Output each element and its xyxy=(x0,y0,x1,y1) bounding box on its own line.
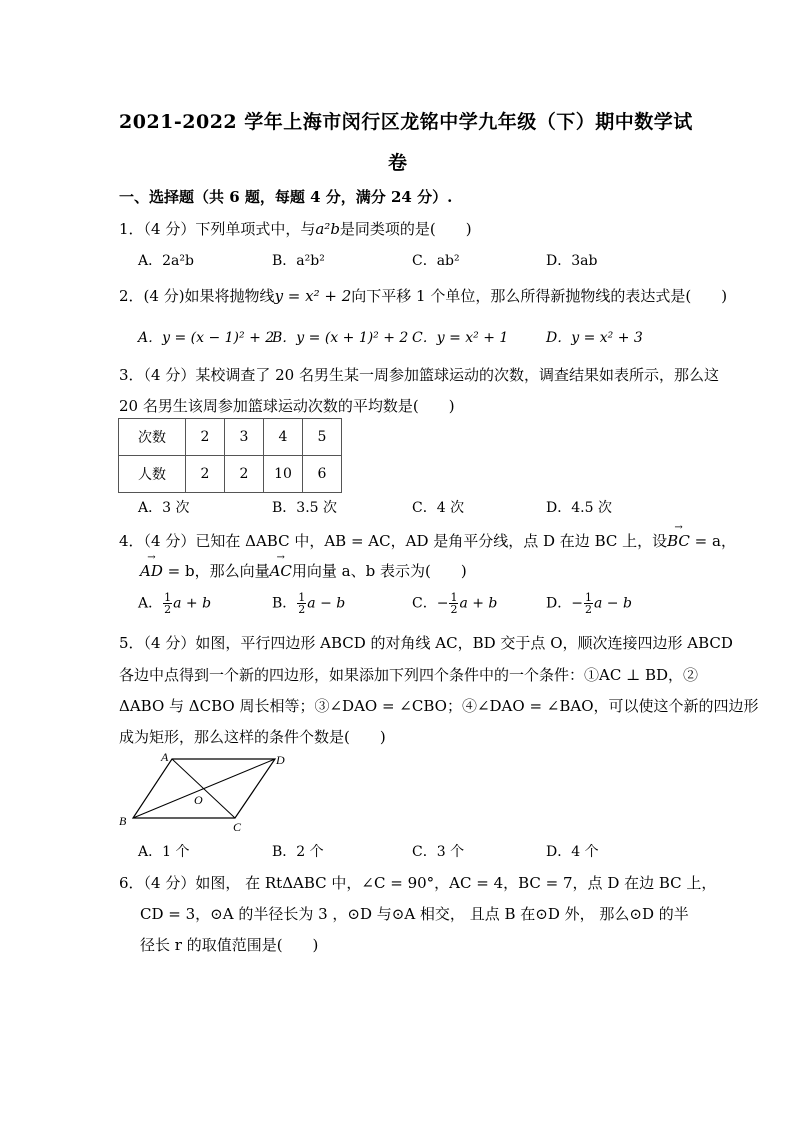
question-4-option-c xyxy=(412,592,497,615)
option-sign: − xyxy=(436,595,449,612)
question-5-option-d: D．4 个 xyxy=(546,844,599,860)
table-cell: 2 xyxy=(225,456,264,493)
question-3-line1: 3．（4 分）某校调查了 20 名男生某一周参加篮球运动的次数，调查结果如表所示，那么这 xyxy=(119,366,719,384)
parallelogram-figure xyxy=(115,752,295,837)
option-expr: a + b xyxy=(459,595,498,612)
vector-bc: → BC xyxy=(667,532,690,550)
label-d: D xyxy=(276,753,285,767)
question-1-option-d: D．3ab xyxy=(546,253,598,269)
fraction-denominator: 2 xyxy=(164,603,172,616)
table-cell: 10 xyxy=(264,456,303,493)
table-cell: 次数 xyxy=(119,419,186,456)
question-3-option-c: C．4 次 xyxy=(412,500,465,516)
document-title-line2: 卷 xyxy=(388,152,408,174)
question-2-option-c: C．y = x² + 1 xyxy=(412,330,509,346)
diagonal-bd xyxy=(133,759,275,818)
question-5-line4: 成为矩形，那么这样的条件个数是( ) xyxy=(119,728,386,746)
question-6-line2: CD = 3，⊙A 的半径长为 3 ，⊙D 与⊙A 相交， 且点 B 在⊙D 外， 那么⊙D 的半 xyxy=(140,905,689,923)
fraction xyxy=(297,592,306,615)
question-2-text-b: 向下平移 1 个单位，那么所得新抛物线的表达式是( ) xyxy=(351,287,728,305)
question-6-line1: 6．（4 分）如图， 在 RtΔABC 中，∠C = 90°，AC = 4，BC = 7，点 D 在边 BC 上， xyxy=(119,874,717,892)
label-b: B xyxy=(119,814,127,828)
question-4-line1-b: = a， xyxy=(689,532,736,550)
question-4-line2-a: = b，那么向量 xyxy=(162,562,270,580)
question-1-option-b: B．a²b² xyxy=(272,253,325,269)
option-label: C． xyxy=(412,595,437,612)
fraction-denominator: 2 xyxy=(584,603,592,616)
option-label: A． xyxy=(138,595,163,612)
question-5-option-c: C．3 个 xyxy=(412,844,465,860)
section-heading: 一、选择题（共 6 题，每题 4 分，满分 24 分）. xyxy=(119,188,453,206)
fraction-numerator: 1 xyxy=(450,591,458,604)
question-3-option-d: D．4.5 次 xyxy=(546,500,612,516)
table-cell: 2 xyxy=(186,456,225,493)
option-sign: − xyxy=(571,595,583,612)
question-2 xyxy=(119,285,727,306)
question-2-text-a: 2．(4 分)如果将抛物线 xyxy=(119,287,275,305)
question-1-text-b: 是同类项的是( ) xyxy=(339,220,472,238)
question-4-line1 xyxy=(119,530,736,551)
option-expr: a + b xyxy=(173,595,212,612)
question-4-line1-a: 4．（4 分）已知在 ΔABC 中，AB = AC，AD 是角平分线，点 D 在边 BC 上，设 xyxy=(119,532,668,550)
table-cell: 人数 xyxy=(119,456,186,493)
table-cell: 2 xyxy=(186,419,225,456)
fraction-numerator: 1 xyxy=(298,591,306,604)
fraction xyxy=(163,592,172,615)
fraction-denominator: 2 xyxy=(298,603,306,616)
table-row xyxy=(119,419,342,456)
question-4-line2-b: 用向量 a、b 表示为( ) xyxy=(291,562,467,580)
question-5-line1: 5．（4 分）如图，平行四边形 ABCD 的对角线 AC，BD 交于点 O，顺次连接四边形 ABCD xyxy=(119,634,733,652)
question-2-option-d: D．y = x² + 3 xyxy=(546,330,643,346)
question-1-expr: a²b xyxy=(315,220,340,238)
question-5-option-a: A．1 个 xyxy=(138,844,190,860)
table-cell: 3 xyxy=(225,419,264,456)
table-row xyxy=(119,456,342,493)
question-1 xyxy=(119,218,472,239)
question-4-option-b xyxy=(272,592,345,615)
question-6-line3: 径长 r 的取值范围是( ) xyxy=(140,936,319,954)
label-o: O xyxy=(194,793,203,807)
question-3-table xyxy=(118,418,342,493)
vector-ad: → AD xyxy=(140,562,163,580)
question-4-option-d xyxy=(546,592,632,615)
document-title-line1: 2021-2022 学年上海市闵行区龙铭中学九年级（下）期中数学试 xyxy=(119,111,693,133)
question-4-option-a xyxy=(138,592,211,615)
label-c: C xyxy=(233,820,242,834)
label-a: A xyxy=(161,752,169,764)
vector-ac: → AC xyxy=(270,562,292,580)
fraction-numerator: 1 xyxy=(164,591,172,604)
question-3-option-b: B．3.5 次 xyxy=(272,500,338,516)
question-2-expr: y = x² + 2 xyxy=(274,287,352,305)
fraction xyxy=(584,592,593,615)
table-cell: 6 xyxy=(303,456,342,493)
option-label: D． xyxy=(546,595,572,612)
fraction-denominator: 2 xyxy=(450,603,458,616)
question-1-option-a: A．2a²b xyxy=(138,253,194,269)
option-label: B． xyxy=(272,595,297,612)
table-cell: 4 xyxy=(264,419,303,456)
question-5-option-b: B．2 个 xyxy=(272,844,324,860)
table-cell: 5 xyxy=(303,419,342,456)
question-2-option-b: B．y = (x + 1)² + 2 xyxy=(272,330,409,346)
question-3-option-a: A．3 次 xyxy=(138,500,190,516)
fraction-numerator: 1 xyxy=(584,591,592,604)
question-5-line2: 各边中点得到一个新的四边形，如果添加下列四个条件中的一个条件：①AC ⊥ BD，② xyxy=(119,666,699,684)
question-3-line2: 20 名男生该周参加篮球运动次数的平均数是( ) xyxy=(119,397,455,415)
question-1-option-c: C．ab² xyxy=(412,253,460,269)
question-5-line3: ΔABO 与 ΔCBO 周长相等；③∠DAO = ∠CBO；④∠DAO = ∠BAO，可以使这个新的四边形 xyxy=(119,697,759,715)
question-4-line2 xyxy=(140,560,467,581)
fraction xyxy=(449,592,458,615)
question-1-text-a: 1．（4 分）下列单项式中，与 xyxy=(119,220,316,238)
option-expr: a − b xyxy=(307,595,346,612)
question-2-option-a: A．y = (x − 1)² + 2 xyxy=(138,330,275,346)
option-expr: a − b xyxy=(593,595,632,612)
